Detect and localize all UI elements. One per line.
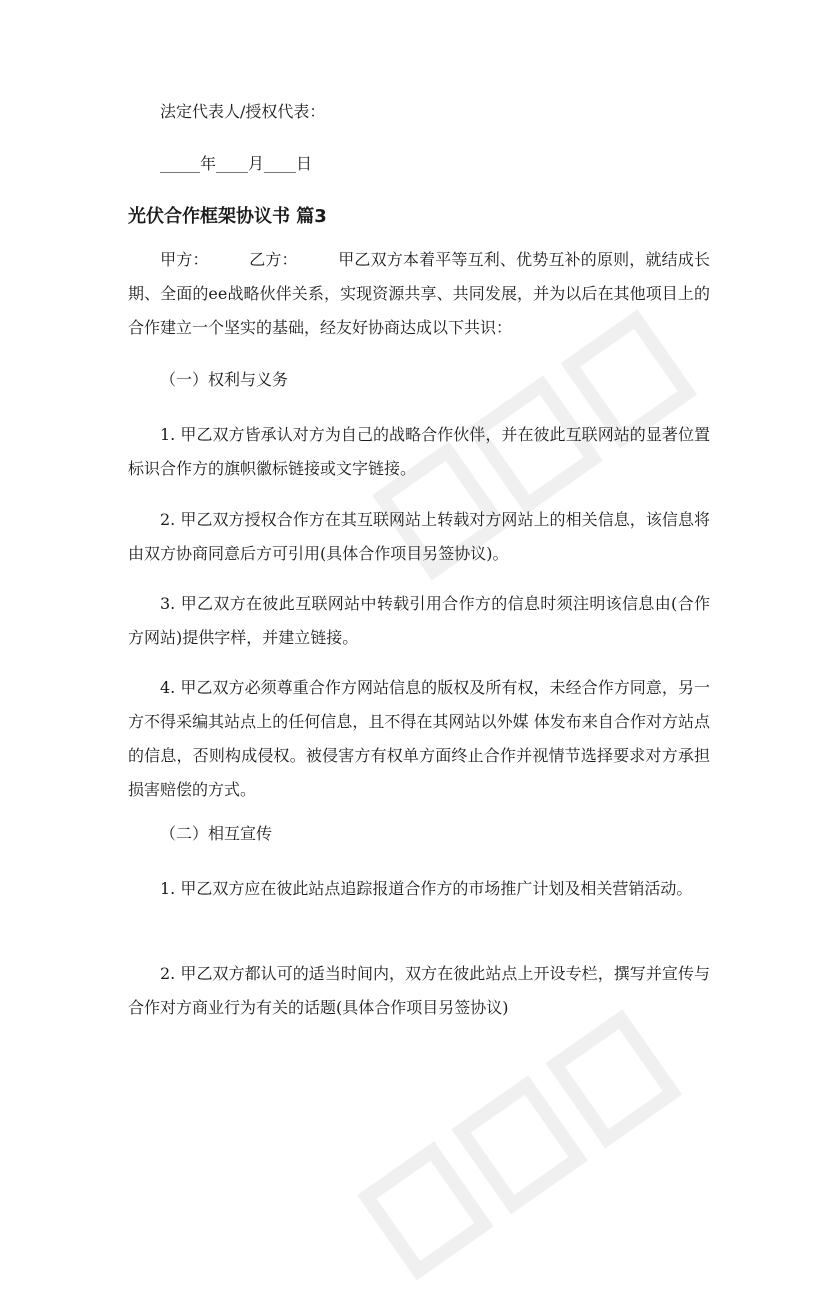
part2-title: （二）相互宣传 [160, 824, 273, 843]
part1-item-1: 1. 甲乙双方皆承认对方为自己的战略合作伙伴，并在彼此互联网站的显著位置标识合作方的旗帜徽标链接或文字链接。 [128, 425, 710, 478]
representative-label: 法定代表人/授权代表： [160, 102, 326, 121]
date-line: _____年____月____日 [160, 154, 313, 173]
watermark-bottom [350, 995, 710, 1306]
section-title: 光伏合作框架协议书 篇3 [128, 206, 327, 227]
part1-title: （一）权利与义务 [160, 370, 289, 389]
part1-item-4: 4. 甲乙双方必须尊重合作方网站信息的版权及所有权，未经合作方同意，另一方不得采编其站点上的任何信息，且不得在其网站以外媒 体发布来自合作对方站点的信息，否则构成侵权。被侵害方有权单方面终止合作并视情节选择要求对方承担损害赔偿的方式。 [128, 678, 710, 799]
part1-item-3: 3. 甲乙双方在彼此互联网站中转载引用合作方的信息时须注明该信息由(合作方网站)提供字样，并建立链接。 [128, 594, 710, 647]
part1-item-2: 2. 甲乙双方授权合作方在其互联网站上转载对方网站上的相关信息，该信息将由双方协商同意后方可引用(具体合作项目另签协议)。 [128, 510, 710, 563]
part2-item-1: 1. 甲乙双方应在彼此站点追踪报道合作方的市场推广计划及相关营销活动。 [160, 879, 693, 898]
watermark-logo-icon [350, 995, 697, 1288]
intro-text: 甲方： 乙方： 甲乙双方本着平等互利、优势互补的原则，就结成长期、全面的ee战略伙伴关系，实现资源共享、共同发展，并为以后在其他项目上的合作建立一个坚实的基础，经友好协商达成以下共识： [128, 250, 710, 337]
intro-paragraph [128, 243, 710, 345]
part2-item-2: 2. 甲乙双方都认可的适当时间内，双方在彼此站点上开设专栏，撰写并宣传与合作对方商业行为有关的话题(具体合作项目另签协议) [128, 964, 710, 1017]
